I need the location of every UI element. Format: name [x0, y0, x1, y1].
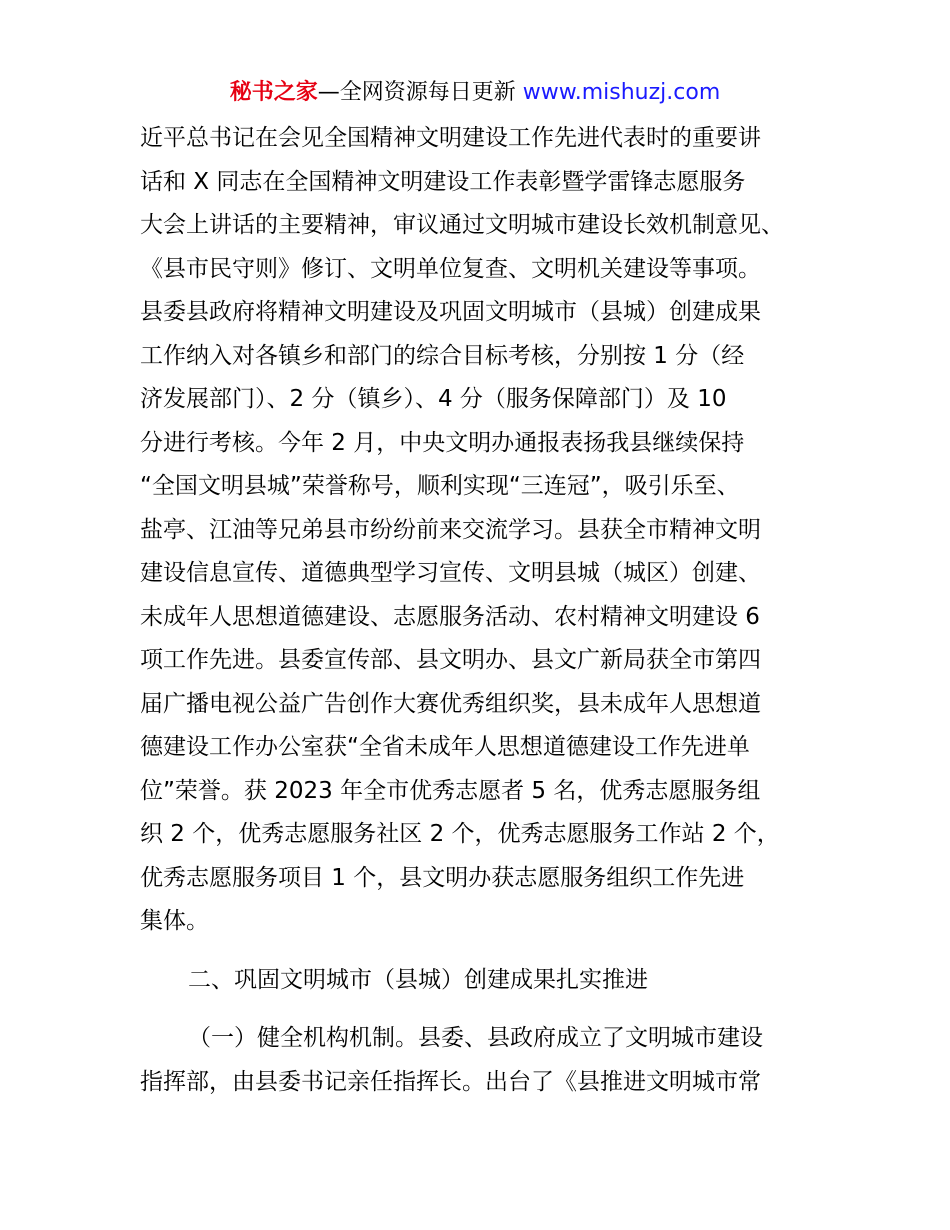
text-line: 优秀志愿服务项目 1 个，县文明办获志愿服务组织工作先进 [140, 864, 745, 891]
text-line: 大会上讲话的主要精神，审议通过文明城市建设长效机制意见、 [140, 212, 784, 238]
header-tagline: —全网资源每日更新 [317, 80, 523, 105]
text-line: “全国文明县城”荣誉称号，顺利实现“三连冠”，吸引乐至、 [140, 473, 740, 499]
paragraph-gap [140, 944, 820, 959]
text-line: 济发展部门）、2 分（镇乡）、4 分（服务保障部门）及 10 [140, 386, 727, 412]
text-line: 工作纳入对各镇乡和部门的综合目标考核，分别按 1 分（经 [140, 342, 745, 369]
document-body [140, 117, 820, 1104]
text-line: 未成年人思想道德建设、志愿服务活动、农村精神文明建设 6 [140, 603, 760, 630]
text-line: 德建设工作办公室获“全省未成年人思想道德建设工作先进单 [140, 734, 750, 760]
text-line: 集体。 [140, 908, 209, 934]
text-line: 位”荣誉。获 2023 年全市优秀志愿者 5 名，优秀志愿服务组 [140, 777, 761, 804]
text-line: 分进行考核。今年 2 月，中央文明办通报表扬我县继续保持 [140, 429, 745, 456]
section-heading: 二、巩固文明城市（县城）创建成果扎实推进 [188, 966, 648, 993]
text-line: 盐亭、江油等兄弟县市纷纷前来交流学习。县获全市精神文明 [140, 516, 761, 543]
text-line: 建设信息宣传、道德典型学习宣传、文明县城（城区）创建、 [140, 560, 761, 586]
text-line: 项工作先进。县委宣传部、县文明办、县文广新局获全市第四 [140, 647, 761, 673]
paragraph-1 [140, 117, 820, 944]
page-header [0, 78, 950, 108]
site-url-link[interactable]: www.mishuzj.com [522, 80, 721, 105]
text-line: （一）健全机构机制。县委、县政府成立了文明城市建设 [188, 1025, 763, 1051]
text-line: 县委县政府将精神文明建设及巩固文明城市（县城）创建成果 [140, 299, 761, 325]
text-line: 话和 X 同志在全国精神文明建设工作表彰暨学雷锋志愿服务 [140, 168, 746, 195]
text-line: 届广播电视公益广告创作大赛优秀组织奖，县未成年人思想道 [140, 690, 761, 717]
paragraph-gap [140, 1002, 820, 1017]
text-line: 织 2 个，优秀志愿服务社区 2 个，优秀志愿服务工作站 2 个， [140, 821, 780, 847]
text-line: 《县市民守则》修订、文明单位复查、文明机关建设等事项。 [140, 255, 761, 282]
brand-name: 秘书之家 [229, 80, 318, 105]
text-line: 近平总书记在会见全国精神文明建设工作先进代表时的重要讲 [140, 125, 761, 151]
paragraph-2 [140, 1017, 820, 1104]
text-line: 指挥部，由县委书记亲任指挥长。出台了《县推进文明城市常 [140, 1068, 761, 1095]
